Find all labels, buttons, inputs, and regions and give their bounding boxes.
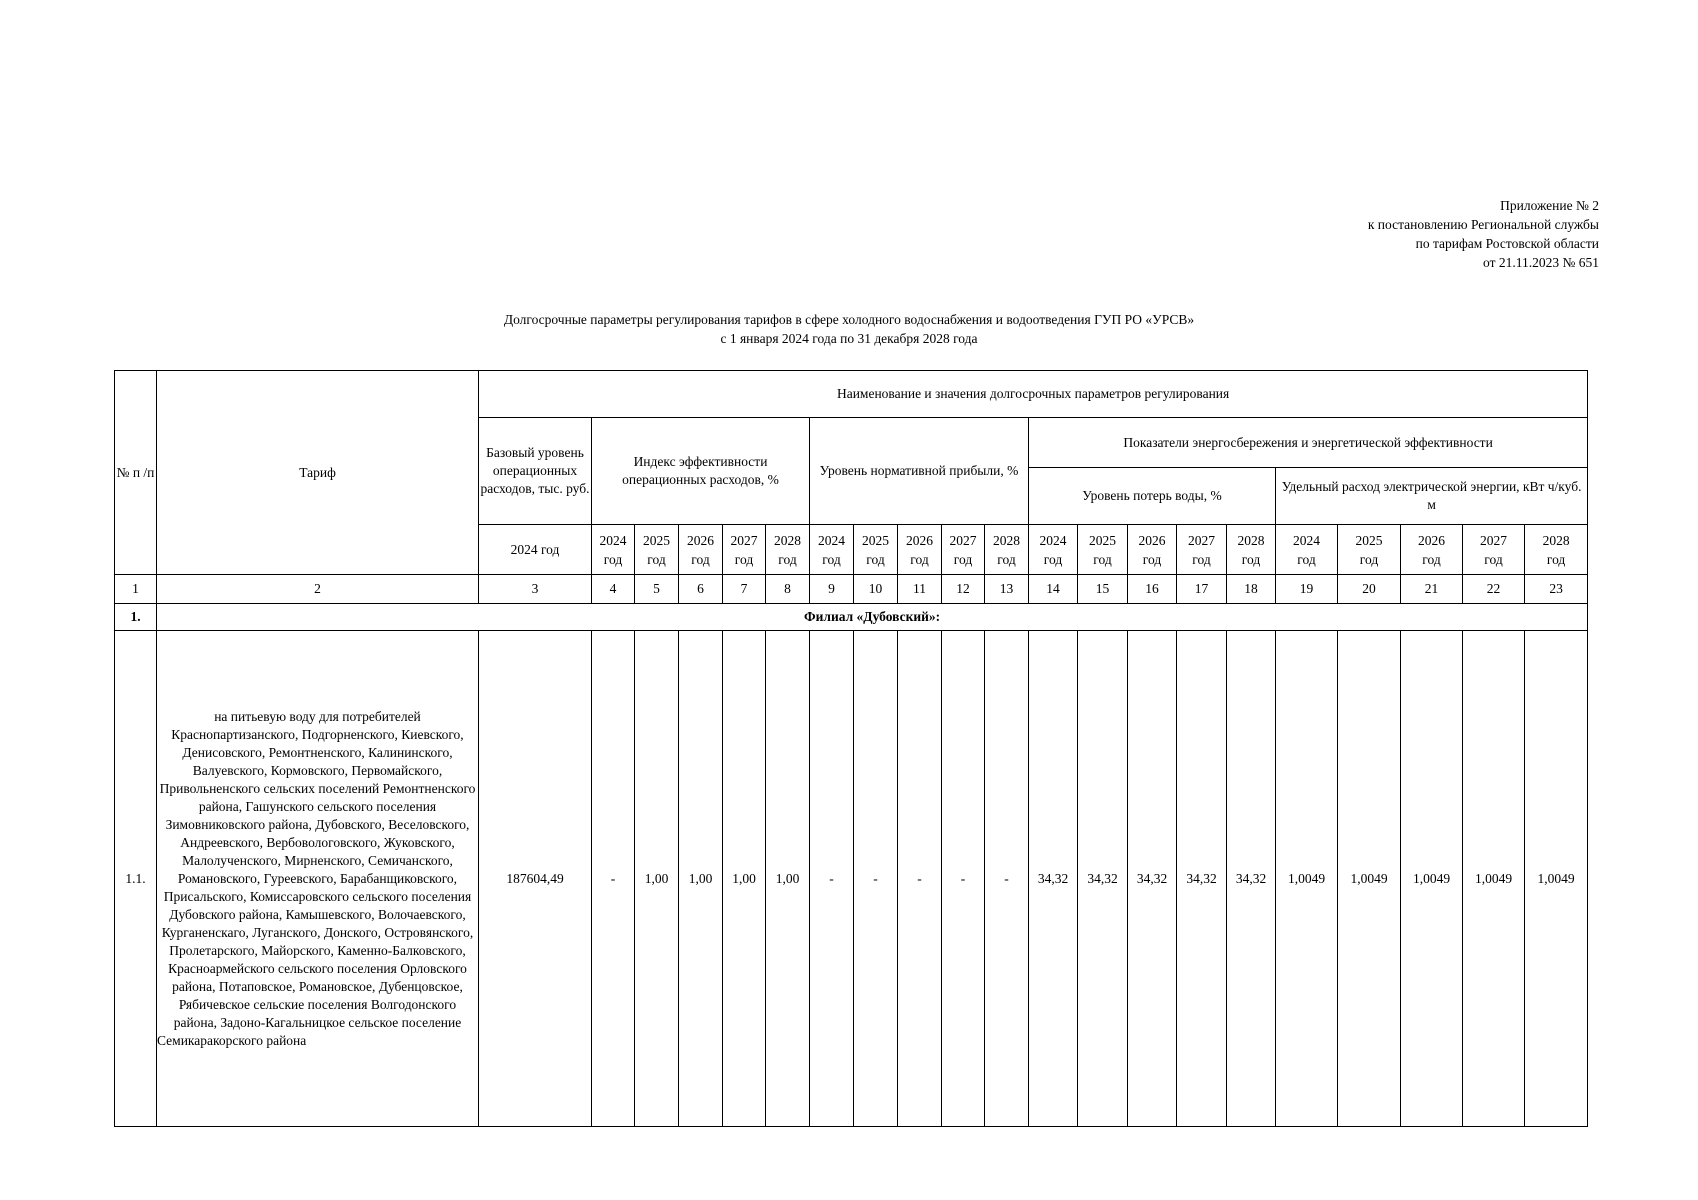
efficiency-value: 1,00 <box>723 631 766 1127</box>
appendix-line-4: от 21.11.2023 № 651 <box>1483 255 1599 270</box>
year-header: 2026 год <box>898 525 942 575</box>
column-number: 18 <box>1227 575 1276 604</box>
year-header: 2024 год <box>1276 525 1338 575</box>
year-header: 2026 год <box>1128 525 1177 575</box>
water-loss-value: 34,32 <box>1227 631 1276 1127</box>
year-header: 2027 год <box>1463 525 1525 575</box>
column-number: 3 <box>479 575 592 604</box>
column-number: 16 <box>1128 575 1177 604</box>
column-number: 5 <box>635 575 679 604</box>
column-number: 8 <box>766 575 810 604</box>
year-header: 2028 год <box>766 525 810 575</box>
header-electricity: Удельный расход электрической энергии, кВт ч/куб. м <box>1276 468 1588 525</box>
column-number: 22 <box>1463 575 1525 604</box>
electricity-value: 1,0049 <box>1276 631 1338 1127</box>
year-header: 2025 год <box>1078 525 1128 575</box>
year-header: 2028 год <box>1525 525 1588 575</box>
water-loss-value: 34,32 <box>1078 631 1128 1127</box>
electricity-value: 1,0049 <box>1401 631 1463 1127</box>
header-profit-level: Уровень нормативной прибыли, % <box>810 418 1029 525</box>
column-number: 21 <box>1401 575 1463 604</box>
year-header: 2028 год <box>1227 525 1276 575</box>
parameters-table <box>114 370 1588 1127</box>
column-number-row <box>115 575 1588 604</box>
efficiency-value: 1,00 <box>635 631 679 1127</box>
column-number: 11 <box>898 575 942 604</box>
column-number: 6 <box>679 575 723 604</box>
electricity-value: 1,0049 <box>1338 631 1401 1127</box>
appendix-line-1: Приложение № 2 <box>1500 198 1599 213</box>
year-header: 2027 год <box>723 525 766 575</box>
year-header: 2025 год <box>854 525 898 575</box>
header-energy-efficiency: Показатели энергосбережения и энергетической эффективности <box>1029 418 1588 468</box>
branch-row <box>115 604 1588 631</box>
column-number: 4 <box>592 575 635 604</box>
column-number: 13 <box>985 575 1029 604</box>
column-number: 19 <box>1276 575 1338 604</box>
column-number: 23 <box>1525 575 1588 604</box>
tariff-description: на питьевую воду для потребителей Краснопартизанского, Подгорненского, Киевского, Денисовского, Ремонтненского, Калининского, Валуевского, Кормовского, Первомайского, Привольненского сельских поселений Ремонтненского района, Гашунского сельского поселения Зимовниковского района, Дубовского, Веселовского, Андреевского, Вербовологовского, Жуковского, Малолученского, Мирненского, Семичанского, Романовского, Гуреевского, Барабанщиковского, Присальского, Комиссаровского сельского поселения Дубовского района, Камышевского, Волочаевского, Курганенскаго, Луганского, Донского, Островянского, Пролетарского, Майорского, Каменно-Балковского, Красноармейского сельского поселения Орловского района, Потаповское, Романовское, Дубенцовское, Рябичевское сельские поселения Волгодонского района, Задоно-Кагальницкое сельское поселение Семикаракорского района <box>157 631 479 1127</box>
column-number: 15 <box>1078 575 1128 604</box>
header-water-loss: Уровень потерь воды, % <box>1029 468 1276 525</box>
header-base-level: Базовый уровень операционных расходов, тыс. руб. <box>479 418 592 525</box>
column-number: 9 <box>810 575 854 604</box>
year-header: 2027 год <box>942 525 985 575</box>
title-line-2: с 1 января 2024 года по 31 декабря 2028 года <box>720 331 978 346</box>
year-header: 2026 год <box>1401 525 1463 575</box>
column-number: 17 <box>1177 575 1227 604</box>
column-number: 1 <box>115 575 157 604</box>
header-regulation-parameters: Наименование и значения долгосрочных параметров регулирования <box>479 371 1588 418</box>
header-efficiency-index: Индекс эффективности операционных расходов, % <box>592 418 810 525</box>
water-loss-value: 34,32 <box>1177 631 1227 1127</box>
row-number: 1.1. <box>115 631 157 1127</box>
table-row <box>115 631 1588 1127</box>
header-base-year: 2024 год <box>479 525 592 575</box>
year-header: 2024 год <box>1029 525 1078 575</box>
year-header: 2024 год <box>592 525 635 575</box>
efficiency-value: 1,00 <box>766 631 810 1127</box>
efficiency-value: - <box>592 631 635 1127</box>
year-header: 2025 год <box>1338 525 1401 575</box>
title-line-1: Долгосрочные параметры регулирования тарифов в сфере холодного водоснабжения и водоотведения ГУП РО «УРСВ» <box>503 312 1195 327</box>
year-header: 2027 год <box>1177 525 1227 575</box>
water-loss-value: 34,32 <box>1128 631 1177 1127</box>
year-header: 2024 год <box>810 525 854 575</box>
column-number: 2 <box>157 575 479 604</box>
appendix-line-3: по тарифам Ростовской области <box>1415 236 1599 251</box>
profit-value: - <box>985 631 1029 1127</box>
profit-value: - <box>810 631 854 1127</box>
branch-name: Филиал «Дубовский»: <box>157 604 1588 631</box>
year-header: 2028 год <box>985 525 1029 575</box>
profit-value: - <box>942 631 985 1127</box>
column-number: 7 <box>723 575 766 604</box>
column-number: 20 <box>1338 575 1401 604</box>
appendix-line-2: к постановлению Региональной службы <box>1367 217 1599 232</box>
column-number: 14 <box>1029 575 1078 604</box>
year-header: 2026 год <box>679 525 723 575</box>
electricity-value: 1,0049 <box>1463 631 1525 1127</box>
header-tariff: Тариф <box>157 371 479 575</box>
profit-value: - <box>854 631 898 1127</box>
branch-number: 1. <box>115 604 157 631</box>
base-level-value: 187604,49 <box>479 631 592 1127</box>
column-number: 12 <box>942 575 985 604</box>
efficiency-value: 1,00 <box>679 631 723 1127</box>
appendix-header <box>1368 196 1599 272</box>
year-header: 2025 год <box>635 525 679 575</box>
profit-value: - <box>898 631 942 1127</box>
column-number: 10 <box>854 575 898 604</box>
document-title <box>0 310 1698 348</box>
electricity-value: 1,0049 <box>1525 631 1588 1127</box>
header-row-number: № п /п <box>115 371 157 575</box>
water-loss-value: 34,32 <box>1029 631 1078 1127</box>
